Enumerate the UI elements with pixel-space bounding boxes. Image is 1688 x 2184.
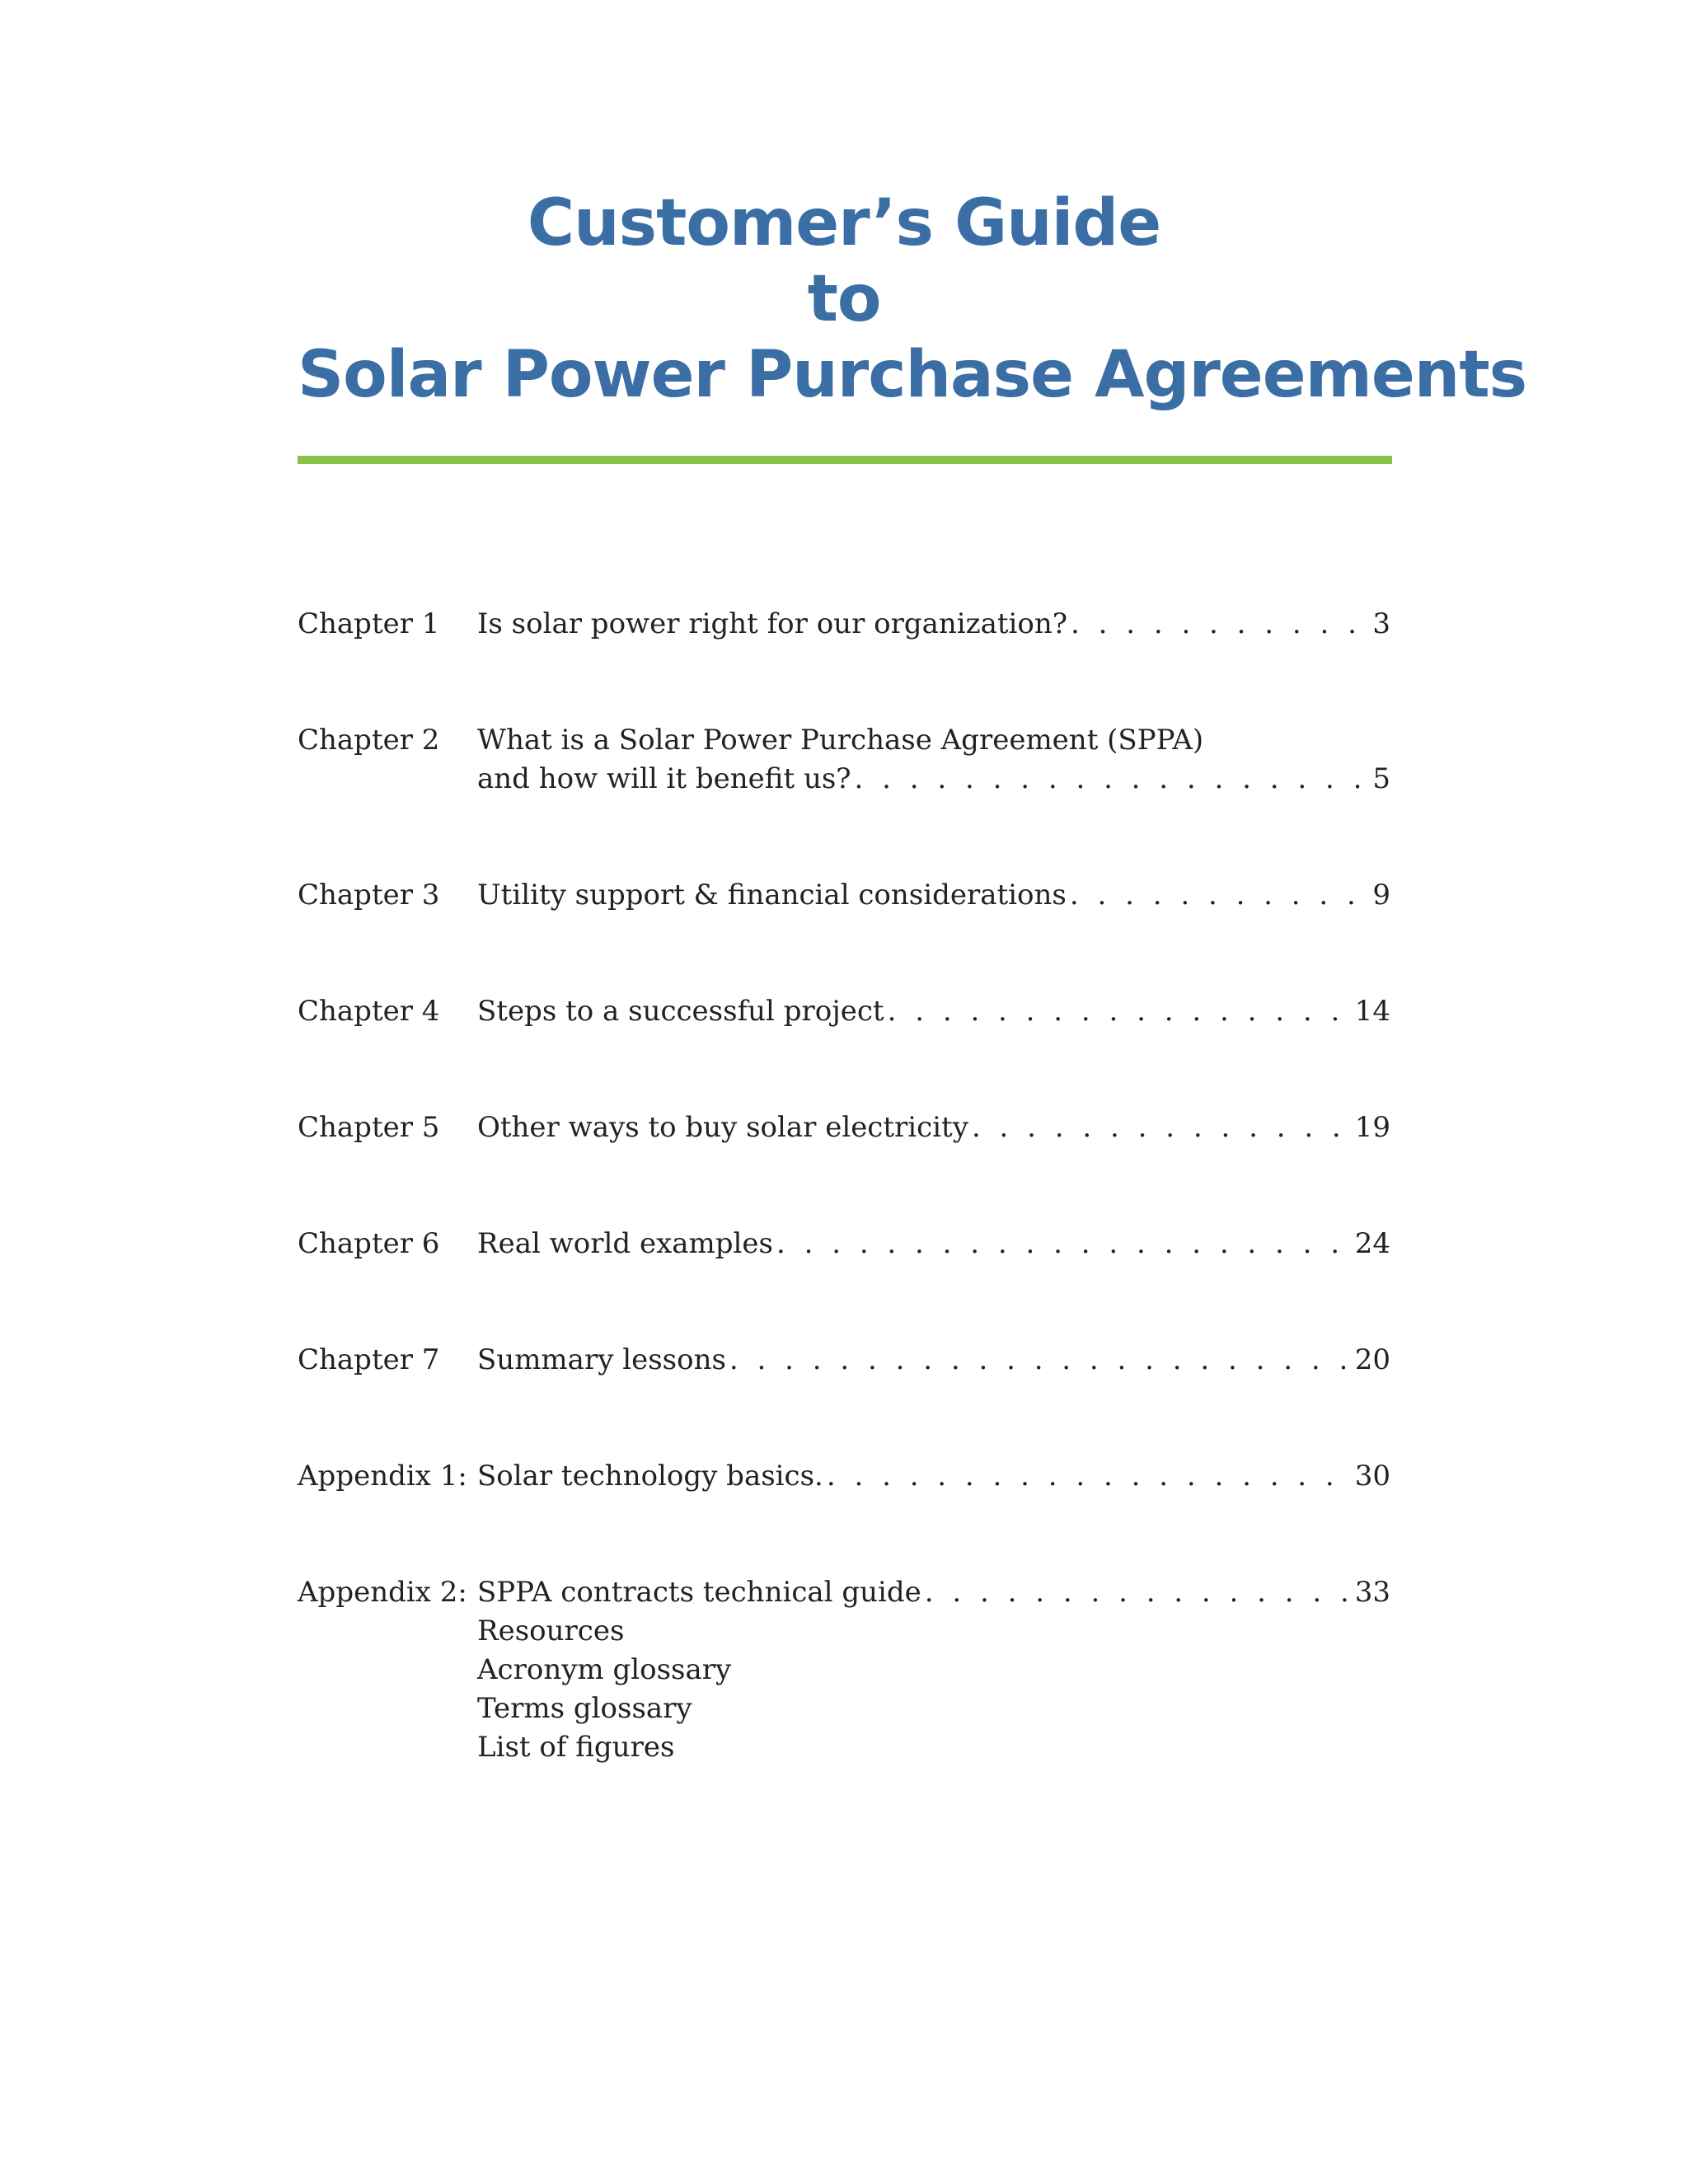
toc-page-number: 24 (1354, 1227, 1390, 1260)
toc-entry-title: What is a Solar Power Purchase Agreement (SPPA) (477, 724, 1204, 757)
toc-entry-label: Chapter 6 (298, 1227, 440, 1260)
title-divider (298, 456, 1392, 464)
toc-page-number: 5 (1372, 762, 1390, 795)
toc-page-number: 19 (1354, 1111, 1390, 1144)
toc-line (477, 1341, 1390, 1380)
toc-entry-title: Other ways to buy solar electricity (477, 1111, 968, 1144)
document-title (298, 185, 1527, 413)
toc-subitem-terms-glossary[interactable]: Terms glossary (477, 1692, 692, 1725)
toc-line (477, 876, 1390, 915)
toc-entry-label: Chapter 3 (298, 879, 440, 912)
dot-leader (925, 1573, 1352, 1612)
toc-entry-chapter-5[interactable] (298, 1108, 1390, 1147)
toc-entry-chapter-7[interactable] (298, 1341, 1390, 1380)
toc-entry-label: Chapter 4 (298, 995, 440, 1028)
toc-page-number: 33 (1354, 1576, 1390, 1609)
toc-entry-title: Utility support & financial considerations (477, 879, 1067, 912)
toc-entry-appendix-2[interactable] (298, 1573, 1390, 1767)
toc-entry-label: Chapter 7 (298, 1343, 440, 1376)
toc-entry-title: Summary lessons (477, 1343, 726, 1376)
dot-leader (729, 1341, 1352, 1380)
toc-entry-title: SPPA contracts technical guide (477, 1576, 921, 1609)
dot-leader (888, 992, 1352, 1031)
dot-leader (827, 1457, 1352, 1496)
dot-leader (972, 1108, 1352, 1147)
title-line-2: to (807, 262, 881, 336)
title-line-3: Solar Power Purchase Agreements (298, 338, 1527, 412)
toc-page-number: 3 (1372, 607, 1390, 640)
dot-leader (1071, 605, 1369, 644)
toc-subitem-acronym-glossary[interactable]: Acronym glossary (477, 1653, 732, 1686)
title-line-1: Customer’s Guide (527, 186, 1161, 260)
toc-entry-chapter-3[interactable] (298, 876, 1390, 915)
toc-entry-title: Steps to a successful project (477, 995, 884, 1028)
table-of-contents (298, 605, 1390, 1844)
toc-entry-appendix-1[interactable] (298, 1457, 1390, 1496)
toc-page-number: 30 (1354, 1460, 1390, 1493)
toc-line (477, 1225, 1390, 1263)
toc-entry-title-continued: and how will it benefit us? (477, 762, 851, 795)
toc-entry-chapter-6[interactable] (298, 1225, 1390, 1263)
toc-entry-label: Chapter 5 (298, 1111, 440, 1144)
toc-entry-label: Chapter 1 (298, 607, 440, 640)
toc-entry-chapter-2[interactable] (298, 721, 1390, 799)
toc-entry-chapter-1[interactable] (298, 605, 1390, 644)
toc-subitem-resources[interactable]: Resources (477, 1615, 625, 1647)
dot-leader (1070, 876, 1369, 915)
toc-page-number: 14 (1354, 995, 1390, 1028)
toc-entry-chapter-4[interactable] (298, 992, 1390, 1031)
toc-line (477, 1573, 1390, 1612)
dot-leader (776, 1225, 1352, 1263)
toc-line (477, 1108, 1390, 1147)
toc-line (477, 992, 1390, 1031)
toc-line (477, 760, 1390, 799)
toc-subitem-list-of-figures[interactable]: List of figures (477, 1731, 675, 1764)
toc-entry-label: Appendix 1: (298, 1460, 467, 1493)
toc-page-number: 9 (1372, 879, 1390, 912)
toc-entry-title: Real world examples (477, 1227, 773, 1260)
toc-line (477, 1457, 1390, 1496)
toc-entry-title: Solar technology basics. (477, 1460, 823, 1493)
toc-entry-title: Is solar power right for our organization? (477, 607, 1067, 640)
toc-line (477, 605, 1390, 644)
toc-entry-label: Chapter 2 (298, 724, 440, 757)
toc-page-number: 20 (1354, 1343, 1390, 1376)
dot-leader (855, 760, 1370, 799)
toc-entry-label: Appendix 2: (298, 1576, 467, 1609)
